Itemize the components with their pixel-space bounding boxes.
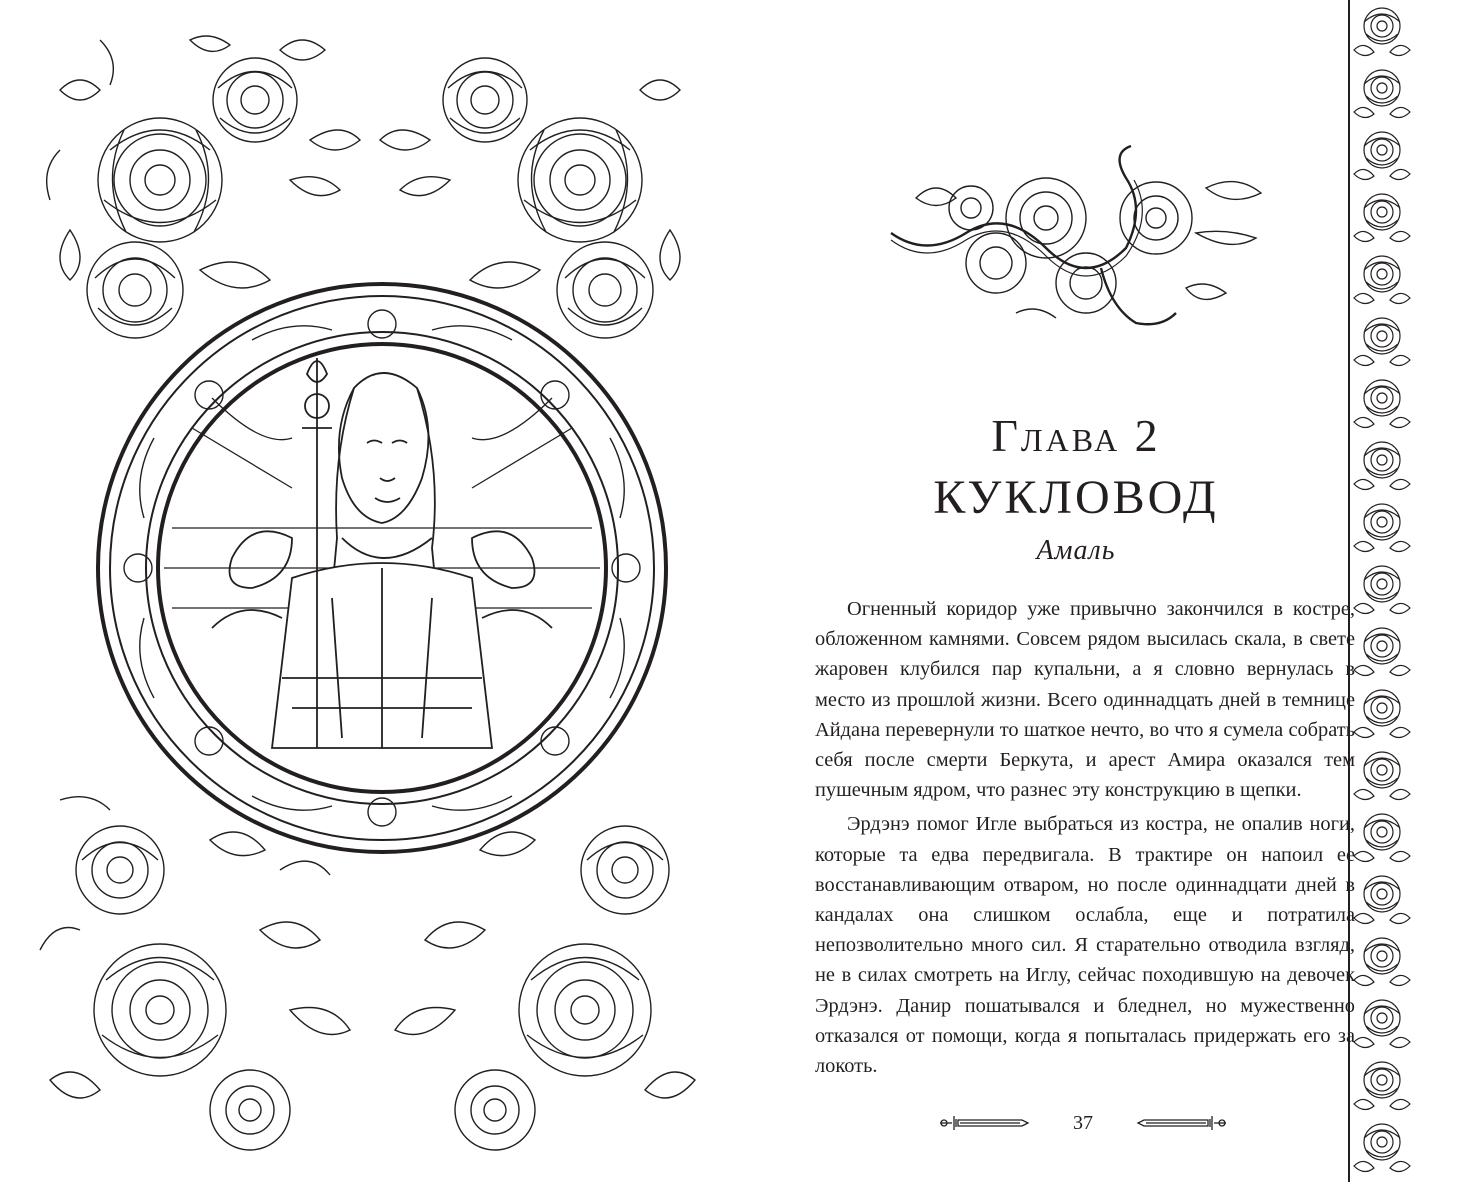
chapter-body [815,594,1355,1081]
dagger-icon [1136,1114,1228,1132]
floral-border-strip [1348,0,1414,1182]
page-footer [938,1108,1228,1138]
chapter-title: КУКЛОВОД [933,471,1219,524]
text-page [738,0,1477,1182]
paragraph: Огненный коридор уже привычно закончился в костре, обложенном камнями. Совсем рядом высилась скала, в свете жаровен клубился пар купальни, а я словно вернулась в место из прошлой жизни. Всего одиннадцать дней в темнице Айдана перевернули то шаткое нечто, во что я сумела собрать себя после смерти Беркута, и арест Амира оказался тем пушечным ядром, что разнес эту конструкцию в щепки. [815,598,1355,802]
illustration-page [0,0,738,1182]
chapter-narrator: Амаль [1036,535,1116,566]
character-medallion-illustration [92,278,672,858]
snake-and-roses-vignette [886,138,1266,338]
page-number: 37 [1073,1112,1093,1134]
paragraph: Эрдэнэ помог Игле выбраться из костра, не опалив ноги, которые та едва передвигала. В трактире он напоил ее восстанавливающим отваром, но после одиннадцати дней в кандалах она слишком ослабла, еще и потратила непозволительно много сил. Я старательно отводила взгляд, не в силах смотреть на Иглу, сейчас походившую на девочек Эрдэнэ. Данир пошатывался и бледнел, но мужественно отказался от помощи, когда я попыталась придержать его за локоть. [815,813,1355,1078]
chapter-number: Глава 2 [991,410,1161,461]
